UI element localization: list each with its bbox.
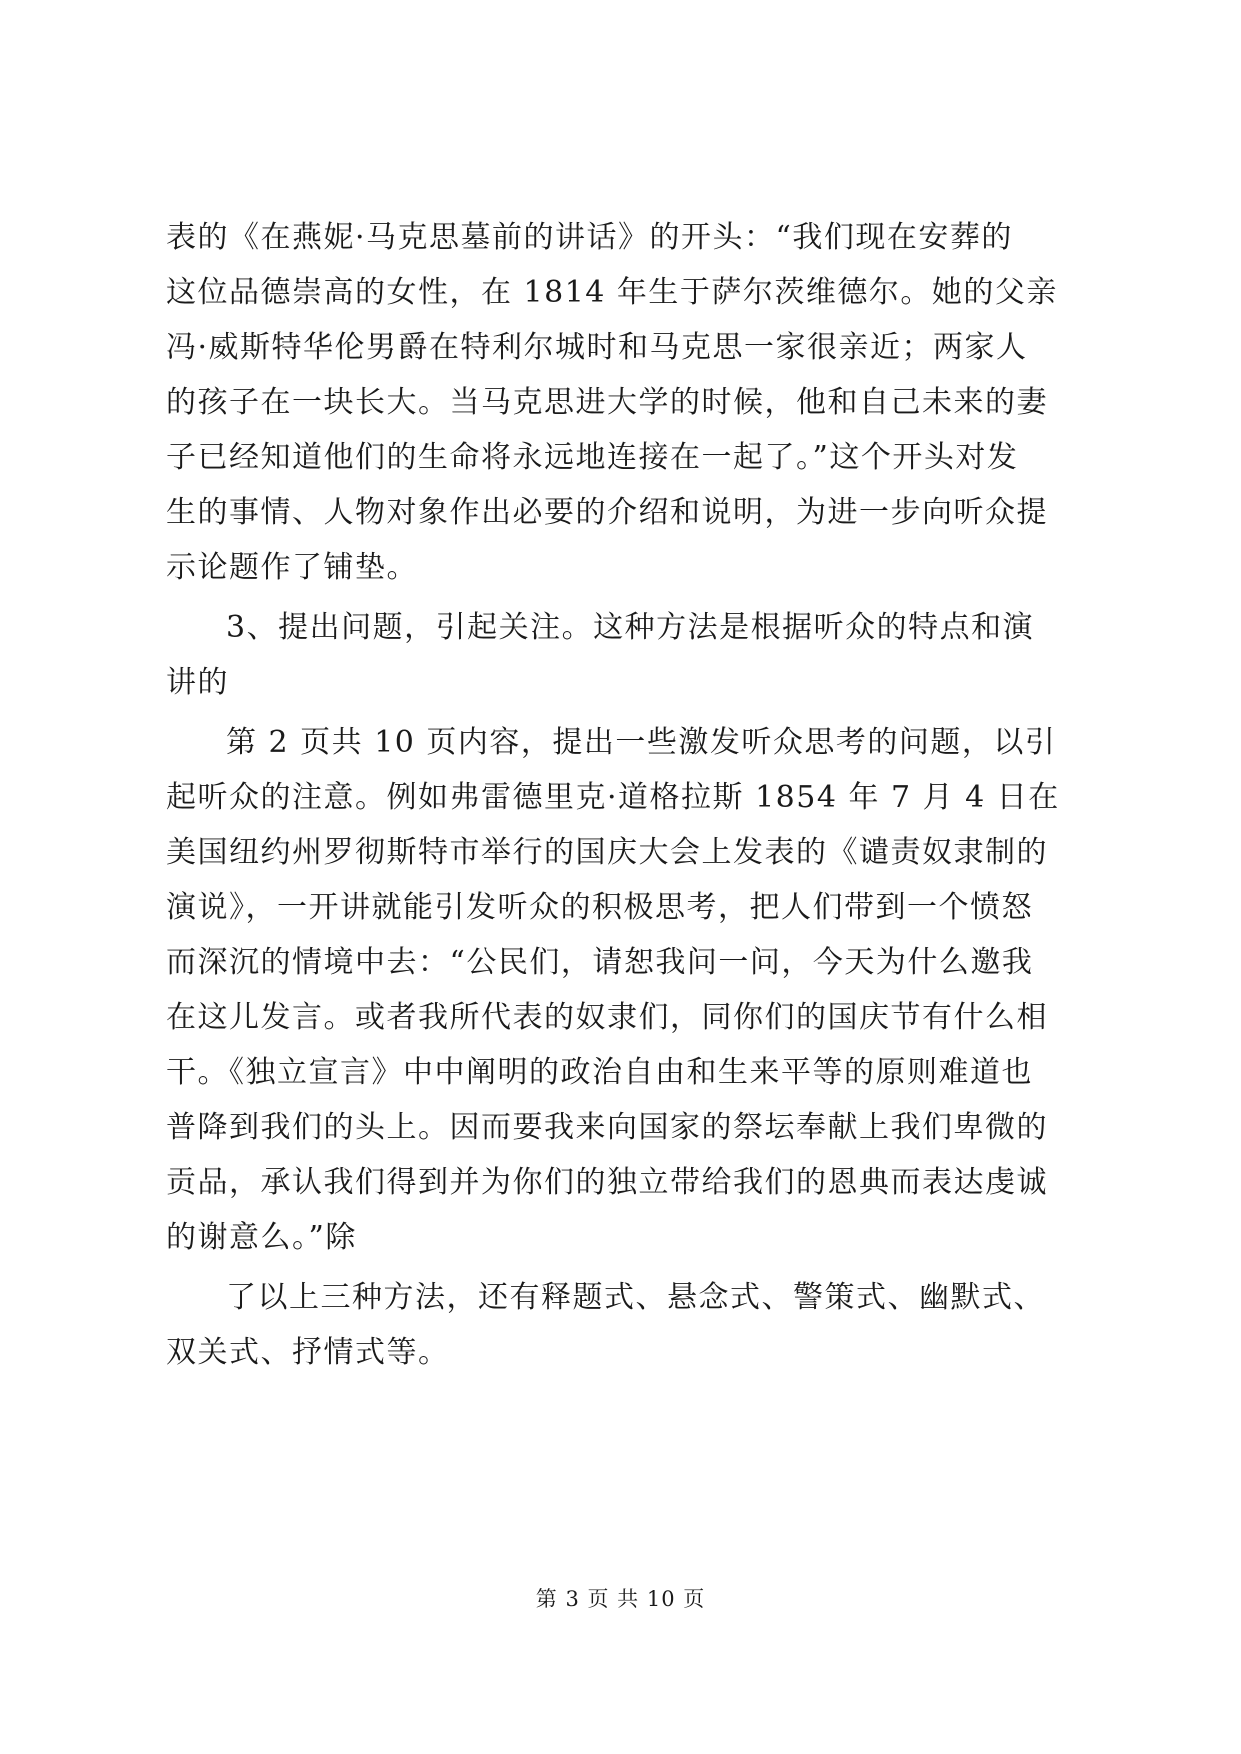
text-line: 生的事情、人物对象作出必要的介绍和说明，为进一步向听众提 [166,495,1048,530]
text-line: 美国纽约州罗彻斯特市举行的国庆大会上发表的《谴责奴隶制的 [166,835,1048,870]
text-line: 了以上三种方法，还有释题式、悬念式、警策式、幽默式、 [226,1280,1045,1315]
text-line: 演说》，一开讲就能引发听众的积极思考，把人们带到一个愤怒 [166,890,1033,925]
text-line: 而深沉的情境中去：“公民们，请恕我问一问，今天为什么邀我 [166,945,1034,980]
text-line: 子已经知道他们的生命将永远地连接在一起了。”这个开头对发 [166,440,1019,475]
text-line: 讲的 [166,665,229,700]
text-line: 3、提出问题，引起关注。这种方法是根据听众的特点和演 [226,610,1035,645]
text-line: 普降到我们的头上。因而要我来向国家的祭坛奉献上我们卑微的 [166,1110,1048,1145]
text-line: 贡品，承认我们得到并为你们的独立带给我们的恩典而表达虔诚 [166,1165,1048,1200]
text-line: 的孩子在一块长大。当马克思进大学的时候，他和自己未来的妻 [166,385,1048,420]
text-line: 这位品德崇高的女性，在 1814 年生于萨尔茨维德尔。她的父亲 [166,275,1058,310]
text-line: 表的《在燕妮·马克思墓前的讲话》的开头：“我们现在安葬的 [166,220,1013,255]
text-line: 第 2 页共 10 页内容，提出一些激发听众思考的问题，以引 [226,725,1057,760]
page-footer: 第 3 页 共 10 页 [535,1587,706,1611]
text-line: 的谢意么。”除 [166,1220,357,1255]
text-line: 在这儿发言。或者我所代表的奴隶们，同你们的国庆节有什么相 [166,1000,1048,1035]
text-line: 双关式、抒情式等。 [166,1335,450,1370]
text-line: 冯·威斯特华伦男爵在特利尔城时和马克思一家很亲近；两家人 [166,330,1028,365]
text-line: 起听众的注意。例如弗雷德里克·道格拉斯 1854 年 7 月 4 日在 [166,780,1060,815]
text-line: 示论题作了铺垫。 [166,550,418,585]
text-line: 干。《独立宣言》中中阐明的政治自由和生来平等的原则难道也 [166,1055,1033,1090]
